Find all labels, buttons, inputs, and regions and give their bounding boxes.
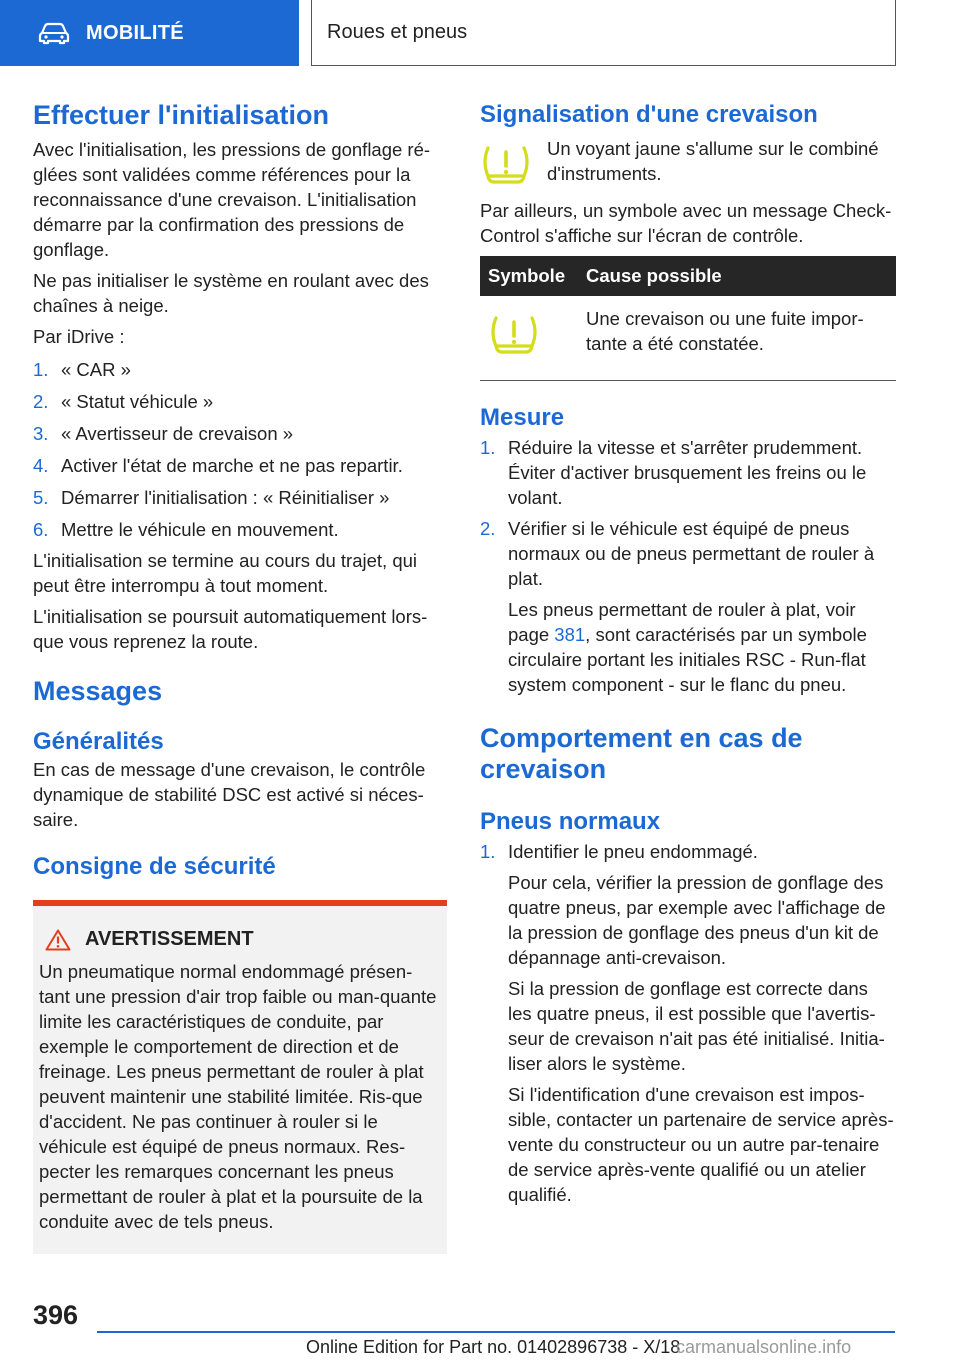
car-icon [38, 21, 70, 45]
paragraph-yellow-lamp: Un voyant jaune s'allume sur le combiné d'instruments. [547, 138, 879, 184]
step-text: Identifier le pneu endommagé. [508, 841, 758, 862]
paragraph-init-continue: L'initialisation se poursuit automatiquement lors-que vous reprenez la route. [33, 606, 428, 652]
page-header [0, 0, 960, 66]
list-item [480, 435, 896, 510]
step-number: 5. [33, 487, 49, 508]
step-number: 1. [480, 437, 496, 458]
warning-title: AVERTISSEMENT [85, 928, 254, 950]
list-item [33, 421, 447, 446]
rsc-text-a: Les pneus permettant de rouler à plat, voir page [508, 599, 856, 645]
table-header-cause: Cause possible [578, 256, 896, 296]
left-column [33, 100, 447, 1254]
heading-initialisation: Effectuer l'initialisation [33, 100, 329, 130]
table-header-row [480, 256, 896, 296]
normaux-steps-list [480, 839, 896, 1207]
list-item [33, 357, 447, 382]
step-subparagraph: Si la pression de gonflage est correcte dans les quatre pneus, il est possible que l'avertis-seur de crevaison n'ait pas été initialisé. Initia-liser alors le système. [508, 978, 885, 1074]
step-number: 1. [33, 359, 49, 380]
heading-pneus-normaux: Pneus normaux [480, 808, 661, 835]
step-subparagraph [508, 597, 896, 697]
step-subparagraph: Si l'identification d'une crevaison est impos-sible, contacter un partenaire de service après-vente du constructeur ou un autre par-tenaire de service après-vente qualifié ou un atelier qualifié. [508, 1084, 894, 1205]
step-text: Réduire la vitesse et s'arrêter prudemment. Éviter d'activer brusquement les freins ou le volant. [508, 437, 867, 508]
chapter-title-box [311, 0, 896, 66]
right-column [480, 100, 896, 1207]
step-number: 2. [480, 518, 496, 539]
lamp-info-block [480, 136, 896, 186]
page-link-381[interactable]: 381 [554, 624, 586, 645]
tyre-pressure-warning-icon [480, 142, 532, 186]
watermark-text: carmanualsonline.info [676, 1337, 852, 1357]
heading-messages: Messages [33, 676, 163, 706]
heading-generalites: Généralités [33, 728, 164, 755]
page-number: 396 [33, 1300, 79, 1330]
symbol-table [480, 256, 896, 381]
step-text: « Statut véhicule » [61, 391, 214, 412]
list-item [33, 485, 447, 510]
paragraph-init-end: L'initialisation se termine au cours du trajet, qui peut être interrompu à tout moment. [33, 550, 418, 596]
section-label: MOBILITÉ [86, 21, 184, 44]
list-item [33, 389, 447, 414]
footer-divider [97, 1331, 895, 1333]
list-item [33, 517, 447, 542]
step-subparagraph: Pour cela, vérifier la pression de gonflage des quatre pneus, par exemple avec l'affichage de la pression de gonflage des pneus d'un kit de dépannage anti-crevaison. [508, 872, 886, 968]
step-number: 6. [33, 519, 49, 540]
paragraph-init-intro: Avec l'initialisation, les pressions de gonflage ré-glées sont validées comme références pour la reconnaissance d'une crevaison. L'initialisation démarre par la confirmation des pressions de gonflage. [33, 139, 431, 260]
rsc-text-b: , sont caractérisés par un symbole circulaire portant les initiales RSC - Run-flat system component - sur le flanc du pneu. [508, 624, 867, 695]
step-text: « CAR » [61, 359, 131, 380]
paragraph-snow-chains: Ne pas initialiser le système en roulant avec des chaînes à neige. [33, 270, 429, 316]
heading-safety: Consigne de sécurité [33, 853, 276, 880]
chapter-title: Roues et pneus [327, 21, 468, 43]
paragraph-check-control: Par ailleurs, un symbole avec un message Check-Control s'affiche sur l'écran de contrôle. [480, 200, 892, 246]
table-header-symbole: Symbole [480, 256, 578, 296]
step-number: 1. [480, 841, 496, 862]
step-text: Activer l'état de marche et ne pas repartir. [61, 455, 403, 476]
paragraph-general: En cas de message d'une crevaison, le contrôle dynamique de stabilité DSC est activé si néces-saire. [33, 759, 426, 830]
table-cell-symbol [480, 296, 578, 381]
tyre-warning-icon-wrap [480, 136, 547, 186]
step-text: « Avertisseur de crevaison » [61, 423, 294, 444]
warning-text: Un pneumatique normal endommagé présen-tant une pression d'air trop faible ou man-quante limite les caractéristiques de conduite, par exemple le comportement de direction et de freinage. Les pneus permettant de rouler à plat peuvent maintenir une stabilité limitée. Ris-que d'accident. Ne pas continuer à rouler si le véhicule est équipé de pneus normaux. Res-pecter les remarques concernant les pneus permettant de rouler à plat et la poursuite de la conduite avec de tels pneus. [39, 961, 437, 1232]
step-text: Démarrer l'initialisation : « Réinitialiser » [61, 487, 390, 508]
list-item [480, 839, 896, 1207]
init-steps-list [33, 357, 447, 542]
table-cell-cause: Une crevaison ou une fuite impor-tante a été constatée. [578, 296, 896, 381]
step-text: Vérifier si le véhicule est équipé de pneus normaux ou de pneus permettant de rouler à plat. [508, 518, 875, 589]
list-item [480, 516, 896, 697]
paragraph-idrive: Par iDrive : [33, 326, 125, 347]
edition-text: Online Edition for Part no. 01402896738 - X/18 [306, 1337, 681, 1357]
warning-header [39, 928, 437, 951]
mesure-steps-list [480, 435, 896, 697]
section-tab[interactable] [0, 0, 299, 66]
tyre-pressure-warning-icon [488, 312, 540, 356]
step-text: Mettre le véhicule en mouvement. [61, 519, 339, 540]
list-item [33, 453, 447, 478]
heading-mesure: Mesure [480, 404, 565, 431]
warning-box [33, 900, 447, 1254]
step-number: 2. [33, 391, 49, 412]
table-row [480, 296, 896, 381]
heading-signalisation: Signalisation d'une crevaison [480, 101, 818, 128]
step-number: 3. [33, 423, 49, 444]
heading-comportement: Comportement en cas de crevaison [480, 723, 803, 784]
warning-triangle-icon [45, 929, 71, 951]
step-number: 4. [33, 455, 49, 476]
